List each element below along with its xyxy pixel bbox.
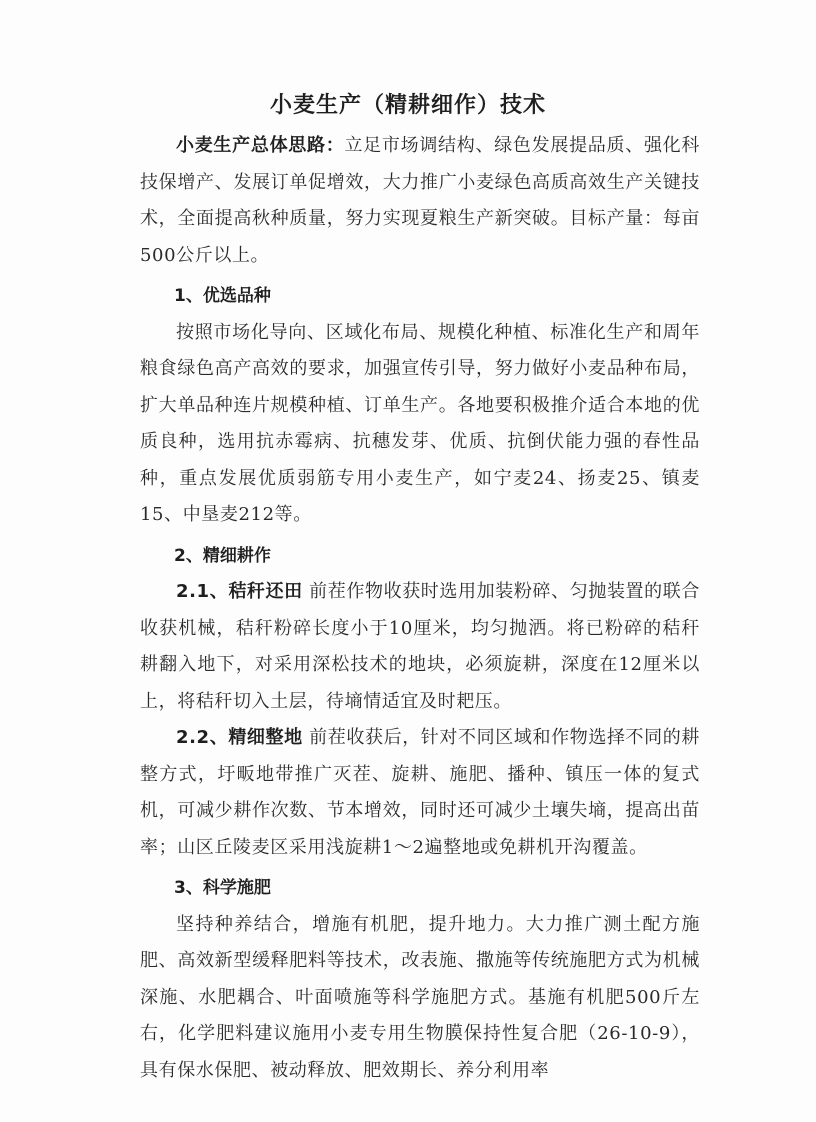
section-2-heading: 2、精细耕作 <box>174 545 271 566</box>
section-2-1-text: 前茬作物收获时选用加装粉碎、匀抛装置的联合收获机械，秸秆粉碎长度小于10厘米，均匀抛洒。将已粉碎的秸秆耕翻入地下，对采用深松技术的地块，必须旋耕，深度在12厘米以上，将秸秆切入土层，待墒情适宜及时耙压。 <box>140 581 701 712</box>
section-3-text: 坚持种养结合，增施有机肥，提升地力。大力推广测土配方施肥、高效新型缓释肥料等技术，改表施、撒施等传统施肥方式为机械深施、水肥耦合、叶面喷施等科学施肥方式。基施有机肥500斤左右，化学肥料建议施用小麦专用生物膜保持性复合肥（26-10-9），具有保水保肥、被动释放、肥效期长、养分利用率 <box>140 913 700 1081</box>
intro-paragraph <box>140 128 700 274</box>
section-2-2-lead: 2.2、精细整地 <box>176 727 303 748</box>
section-3-heading: 3、科学施肥 <box>174 878 271 898</box>
intro-text: 立足市场调结构、绿色发展提品质、强化科技保增产、发展订单促增效，大力推广小麦绿色高质高效生产关键技术，全面提高秋种质量，努力实现夏粮生产新突破。目标产量：每亩500公斤以上。 <box>140 135 700 266</box>
section-2-2-text: 前茬收获后，针对不同区域和作物选择不同的耕整方式，圩畈地带推广灭茬、旋耕、施肥、播种、镇压一体的复式机，可减少耕作次数、节本增效，同时还可减少土壤失墒，提高出苗率；山区丘陵麦区采用浅旋耕1～2遍整地或免耕机开沟覆盖。 <box>140 727 701 858</box>
intro-lead: 小麦生产总体思路： <box>176 135 345 156</box>
section-2-1-paragraph <box>140 574 700 720</box>
document-body <box>140 128 700 1089</box>
section-2-1-lead: 2.1、秸秆还田 <box>176 581 303 602</box>
section-2-2-paragraph <box>140 720 700 866</box>
section-1-text: 按照市场化导向、区域化布局、规模化种植、标准化生产和周年粮食绿色高产高效的要求，加强宣传引导，努力做好小麦品种布局，扩大单品种连片规模种植、订单生产。各地要积极推介适合本地的优质良种，选用抗赤霉病、抗穗发芽、优质、抗倒伏能力强的春性品种，重点发展优质弱筋专用小麦生产，如宁麦24、扬麦25、镇麦15、中垦麦212等。 <box>140 321 700 525</box>
document-title: 小麦生产（精耕细作）技术 <box>269 93 546 118</box>
section-1-heading: 1、优选品种 <box>174 286 271 306</box>
